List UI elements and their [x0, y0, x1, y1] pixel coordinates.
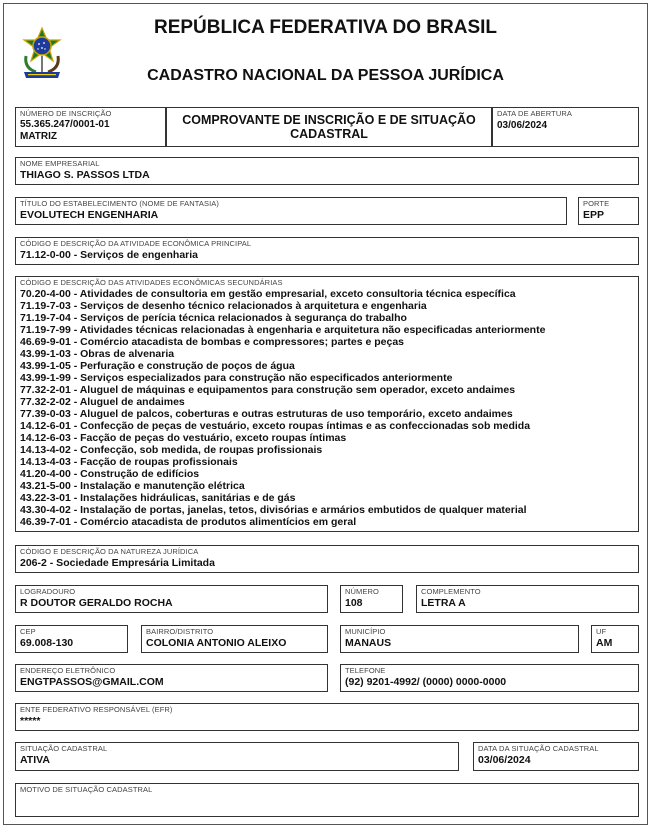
- efr-label: ENTE FEDERATIVO RESPONSÁVEL (EFR): [20, 705, 173, 714]
- uf-value: AM: [596, 637, 613, 649]
- data-situacao-field: [473, 742, 639, 771]
- fantasia-field: [15, 197, 567, 225]
- list-item: 70.20-4-00 - Atividades de consultoria em gestão empresarial, exceto consultoria técnica específica: [20, 288, 516, 300]
- cep-label: CEP: [20, 627, 36, 636]
- situacao-label: SITUAÇÃO CADASTRAL: [20, 744, 108, 753]
- country-title: REPÚBLICA FEDERATIVA DO BRASIL: [153, 17, 498, 38]
- nome-empresarial-field: [15, 157, 639, 185]
- motivo-label: MOTIVO DE SITUAÇÃO CADASTRAL: [20, 785, 153, 794]
- abertura-field: [492, 107, 639, 147]
- list-item: 14.13-4-03 - Facção de roupas profissionais: [20, 456, 238, 468]
- list-item: 46.69-9-01 - Comércio atacadista de bombas e compressores; partes e peças: [20, 336, 405, 348]
- uf-label: UF: [596, 627, 607, 636]
- data-situacao-label: DATA DA SITUAÇÃO CADASTRAL: [478, 744, 599, 753]
- bairro-value: COLONIA ANTONIO ALEIXO: [146, 637, 287, 649]
- logradouro-label: LOGRADOURO: [20, 587, 76, 596]
- data-situacao-value: 03/06/2024: [478, 754, 531, 766]
- natureza-juridica-field: [15, 545, 639, 573]
- list-item: 77.32-2-02 - Aluguel de andaimes: [20, 396, 185, 408]
- document-title-box: [166, 107, 492, 147]
- bairro-label: BAIRRO/DISTRITO: [146, 627, 214, 636]
- email-value: ENGTPASSOS@GMAIL.COM: [20, 676, 164, 688]
- list-item: 71.19-7-99 - Atividades técnicas relacionadas à engenharia e arquitetura não especificadas anteriormente: [20, 324, 546, 336]
- porte-label: PORTE: [583, 199, 610, 208]
- fantasia-value: EVOLUTECH ENGENHARIA: [20, 209, 159, 221]
- list-item: 14.13-4-02 - Confecção, sob medida, de roupas profissionais: [20, 444, 323, 456]
- list-item: 14.12-6-03 - Facção de peças do vestuário, exceto roupas íntimas: [20, 432, 347, 444]
- natureza-juridica-value: 206-2 - Sociedade Empresária Limitada: [20, 557, 215, 569]
- fantasia-label: TÍTULO DO ESTABELECIMENTO (NOME DE FANTASIA): [20, 199, 220, 208]
- document-title: COMPROVANTE DE INSCRIÇÃO E DE SITUAÇÃO CADASTRAL: [182, 113, 476, 141]
- situacao-field: [15, 742, 459, 771]
- porte-field: [578, 197, 639, 225]
- uf-field: [591, 625, 639, 653]
- efr-field: [15, 703, 639, 731]
- list-item: 77.32-2-01 - Aluguel de máquinas e equipamentos para construção sem operador, exceto andaimes: [20, 384, 516, 396]
- inscricao-number: 55.365.247/0001-01: [20, 119, 110, 130]
- list-item: 71.19-7-03 - Serviços de desenho técnico relacionados à arquitetura e engenharia: [20, 300, 427, 312]
- list-item: 43.21-5-00 - Instalação e manutenção elétrica: [20, 480, 245, 492]
- natureza-juridica-label: CÓDIGO E DESCRIÇÃO DA NATUREZA JURÍDICA: [20, 547, 199, 556]
- logradouro-value: R DOUTOR GERALDO ROCHA: [20, 597, 173, 609]
- inscricao-type: MATRIZ: [20, 131, 58, 142]
- atividade-principal-field: [15, 237, 639, 265]
- logradouro-field: [15, 585, 328, 613]
- inscricao-label: NÚMERO DE INSCRIÇÃO: [20, 109, 112, 118]
- list-item: 43.22-3-01 - Instalações hidráulicas, sanitárias e de gás: [20, 492, 296, 504]
- list-item: 43.99-1-99 - Serviços especializados para construção não especificados anteriormente: [20, 372, 453, 384]
- atividades-secundarias-list: [20, 288, 545, 528]
- atividade-principal-label: CÓDIGO E DESCRIÇÃO DA ATIVIDADE ECONÔMICA PRINCIPAL: [20, 239, 252, 248]
- situacao-value: ATIVA: [20, 754, 50, 766]
- nome-empresarial-value: THIAGO S. PASSOS LTDA: [20, 169, 150, 181]
- cep-value: 69.008-130: [20, 637, 74, 649]
- bairro-field: [141, 625, 328, 653]
- list-item: 77.39-0-03 - Aluguel de palcos, coberturas e outras estruturas de uso temporário, exceto andaimes: [20, 408, 513, 420]
- complemento-field: [416, 585, 639, 613]
- inscricao-field: [15, 107, 166, 147]
- municipio-field: [340, 625, 579, 653]
- atividades-secundarias-label: CÓDIGO E DESCRIÇÃO DAS ATIVIDADES ECONÔMICAS SECUNDÁRIAS: [20, 278, 283, 287]
- municipio-label: MUNICÍPIO: [345, 627, 386, 636]
- cep-field: [15, 625, 128, 653]
- list-item: 43.99-1-05 - Perfuração e construção de poços de água: [20, 360, 295, 372]
- list-item: 43.30-4-02 - Instalação de portas, janelas, tetos, divisórias e armários embutidos de qualquer material: [20, 504, 527, 516]
- list-item: 46.39-7-01 - Comércio atacadista de produtos alimentícios em geral: [20, 516, 357, 528]
- abertura-value: 03/06/2024: [497, 120, 548, 131]
- list-item: 14.12-6-01 - Confecção de peças de vestuário, exceto roupas íntimas e as confeccionadas sob medida: [20, 420, 531, 432]
- list-item: 71.19-7-04 - Serviços de perícia técnica relacionados à segurança do trabalho: [20, 312, 407, 324]
- atividades-secundarias-field: [15, 276, 639, 532]
- nome-empresarial-label: NOME EMPRESARIAL: [20, 159, 100, 168]
- atividade-principal-value: 71.12-0-00 - Serviços de engenharia: [20, 249, 199, 261]
- telefone-label: TELEFONE: [345, 666, 386, 675]
- registry-title: CADASTRO NACIONAL DA PESSOA JURÍDICA: [147, 67, 504, 84]
- numero-field: [340, 585, 403, 613]
- list-item: 43.99-1-03 - Obras de alvenaria: [20, 348, 175, 360]
- numero-value: 108: [345, 597, 363, 609]
- telefone-field: [340, 664, 639, 692]
- telefone-value: (92) 9201-4992/ (0000) 0000-0000: [345, 676, 507, 688]
- complemento-label: COMPLEMENTO: [421, 587, 481, 596]
- porte-value: EPP: [583, 209, 605, 221]
- numero-label: NÚMERO: [345, 587, 379, 596]
- list-item: 41.20-4-00 - Construção de edifícios: [20, 468, 200, 480]
- municipio-value: MANAUS: [345, 637, 392, 649]
- email-field: [15, 664, 328, 692]
- abertura-label: DATA DE ABERTURA: [497, 109, 572, 118]
- email-label: ENDEREÇO ELETRÔNICO: [20, 666, 116, 675]
- complemento-value: LETRA A: [421, 597, 466, 609]
- efr-value: *****: [20, 715, 41, 727]
- motivo-field: [15, 783, 639, 817]
